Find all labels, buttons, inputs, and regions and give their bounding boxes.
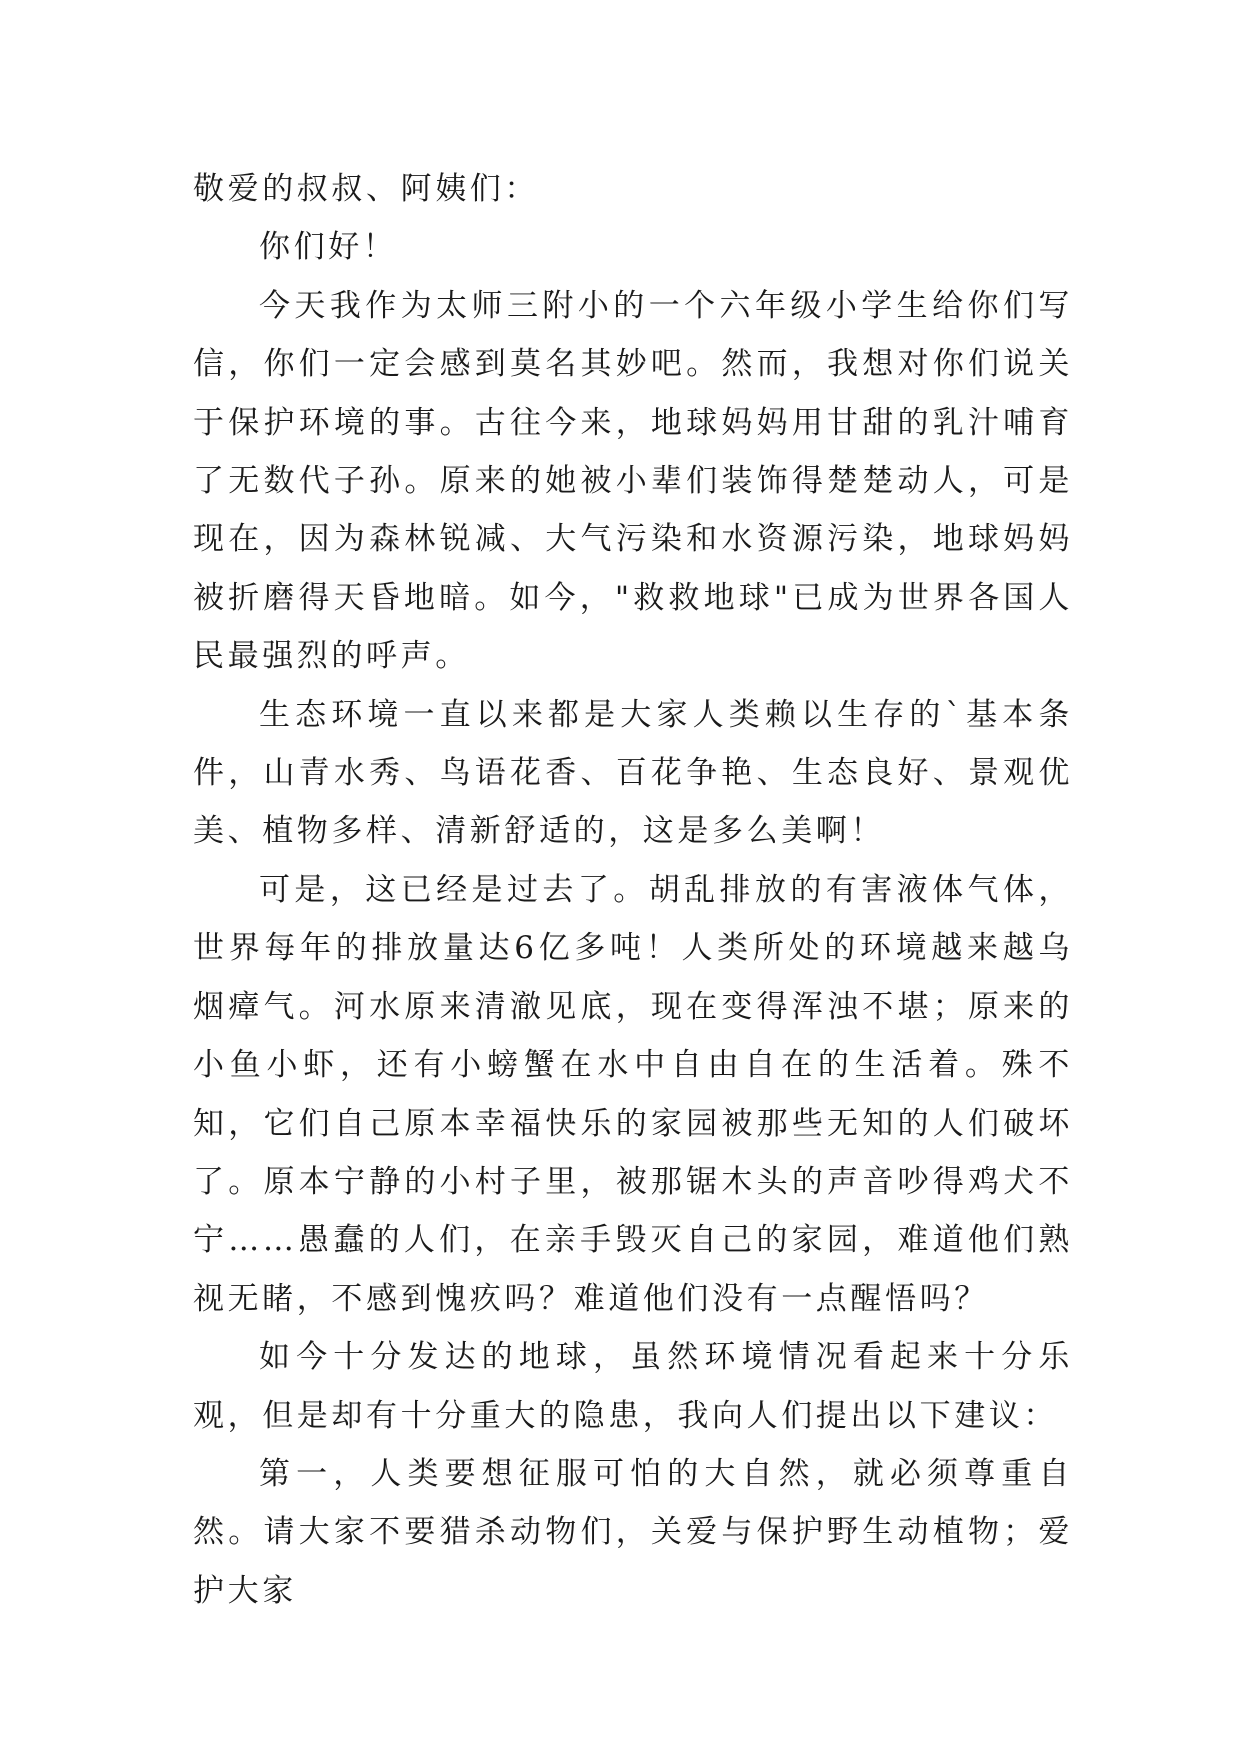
paragraph: 可是，这已经是过去了。胡乱排放的有害液体气体，世界每年的排放量达6亿多吨！人类所处的环境越来越乌烟瘴气。河水原来清澈见底，现在变得浑浊不堪；原来的小鱼小虾，还有小螃蟹在水中自由自在的生活着。殊不知，它们自己原本幸福快乐的家园被那些无知的人们破坏了。原本宁静的小村子里，被那锯木头的声音吵得鸡犬不宁……愚蠢的人们，在亲手毁灭自己的家园，难道他们熟视无睹，不感到愧疚吗？难道他们没有一点醒悟吗？	[193, 871, 1073, 1317]
salutation: 敬爱的叔叔、阿姨们：	[193, 171, 539, 207]
greeting: 你们好！	[259, 229, 398, 266]
paragraph: 今天我作为太师三附小的一个六年级小学生给你们写信，你们一定会感到莫名其妙吧。然而，我想对你们说关于保护环境的事。古往今来，地球妈妈用甘甜的乳汁哺育了无数代子孙。原来的她被小辈们装饰得楚楚动人，可是现在，因为森林锐减、大气污染和水资源污染，地球妈妈被折磨得天昏地暗。如今，"救救地球"已成为世界各国人民最强烈的呼声。	[193, 287, 1073, 675]
letter-body	[193, 160, 1073, 1620]
paragraph: 第一，人类要想征服可怕的大自然，就必须尊重自然。请大家不要猎杀动物们，关爱与保护野生动植物；爱护大家	[193, 1455, 1073, 1609]
paragraph: 生态环境一直以来都是大家人类赖以生存的`基本条件，山青水秀、鸟语花香、百花争艳、生态良好、景观优美、植物多样、清新舒适的，这是多么美啊！	[193, 696, 1073, 850]
paragraph: 如今十分发达的地球，虽然环境情况看起来十分乐观，但是却有十分重大的隐患，我向人们提出以下建议：	[193, 1339, 1073, 1434]
